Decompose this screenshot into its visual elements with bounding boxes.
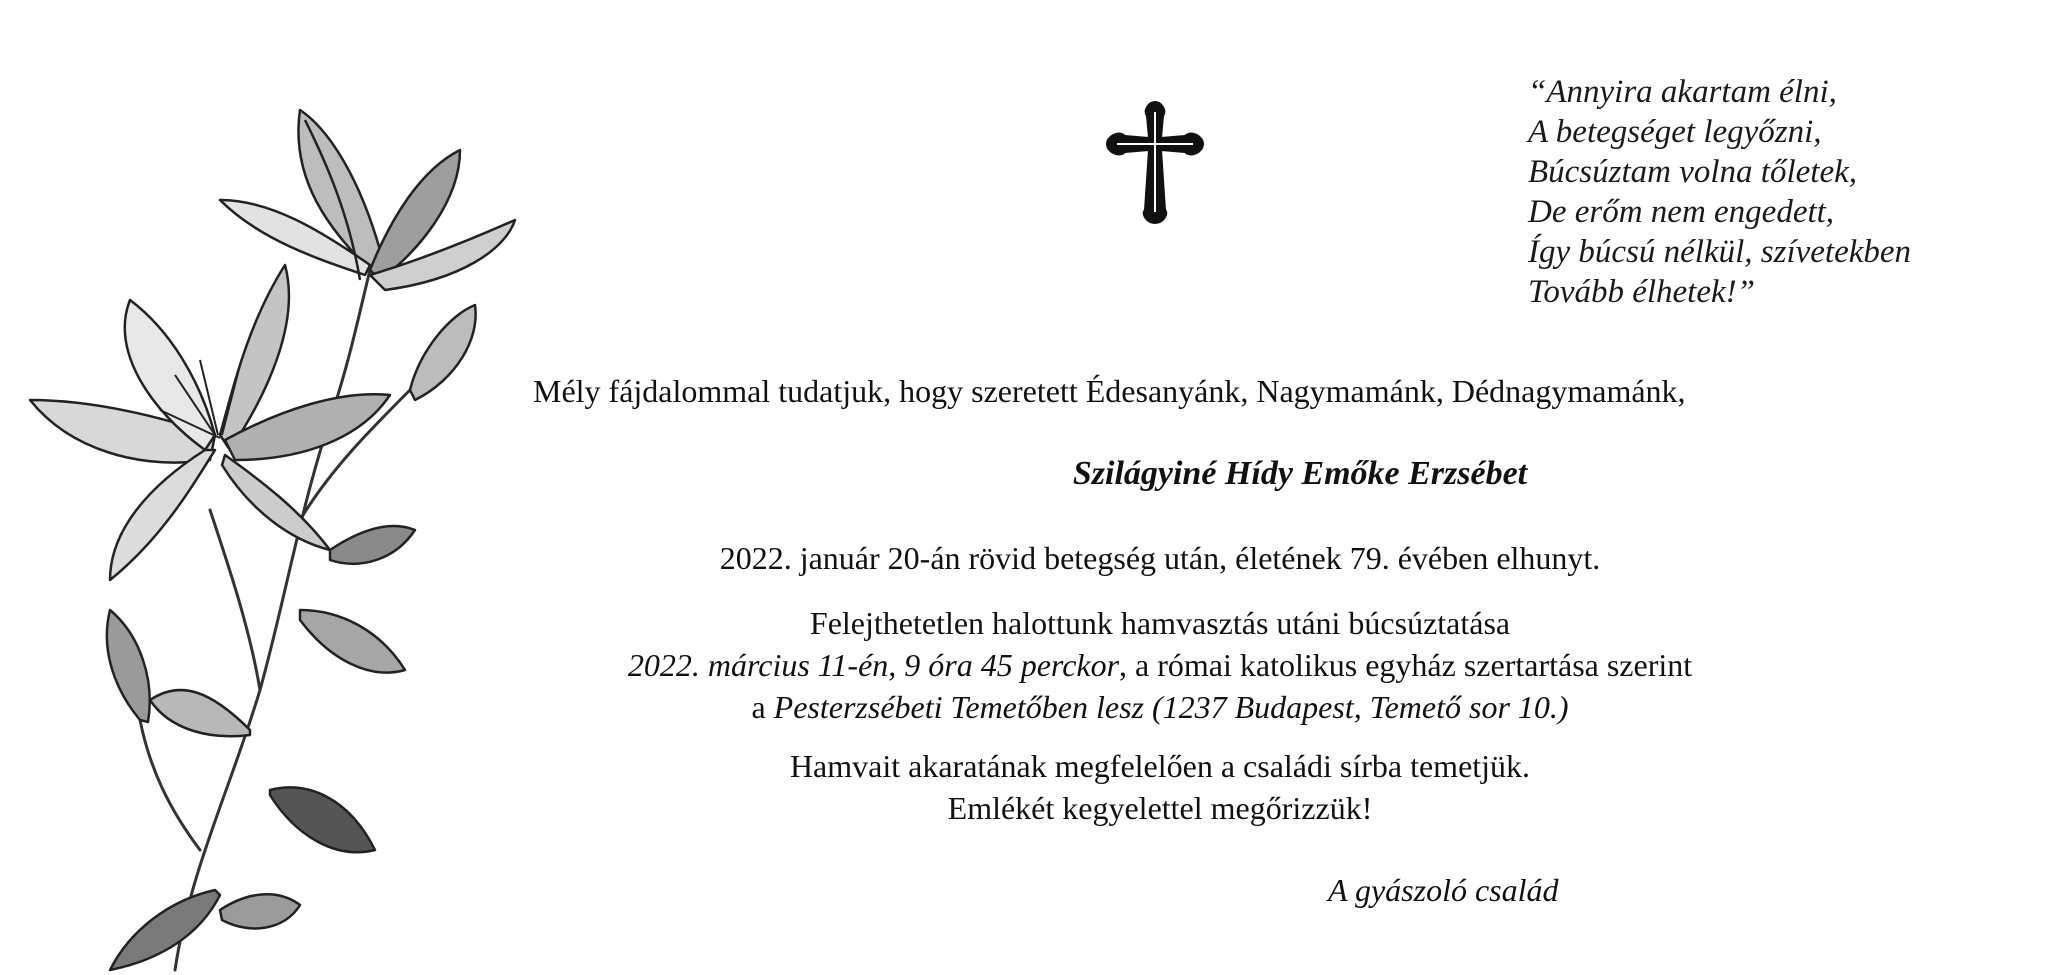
announcement-intro: Mély fájdalommal tudatjuk, hogy szeretett Édesanyánk, Nagymamánk, Dédnagymamánk, bbox=[533, 373, 1686, 409]
poem-line: Tovább élhetek!” bbox=[1528, 274, 1755, 310]
lily-stem bbox=[140, 720, 200, 850]
lily-stem bbox=[210, 510, 260, 690]
poem-line: De erőm nem engedett, bbox=[1528, 194, 1835, 230]
death-date-line: 2022. január 20-án rövid betegség után, életének 79. évében elhunyt. bbox=[719, 540, 1601, 576]
ceremony-location: Pesterzsébeti Temetőben lesz (1237 Budapest, Temető sor 10.) bbox=[773, 689, 1569, 725]
burial-line-2: Emlékét kegyelettel megőrizzük! bbox=[947, 790, 1373, 826]
ceremony-rite: , a római katolikus egyház szertartása szerint bbox=[1119, 647, 1693, 683]
ceremony-line-2 bbox=[560, 644, 1760, 686]
ceremony-datetime: 2022. március 11-én, 9 óra 45 perckor bbox=[627, 647, 1120, 683]
lily-bud-small bbox=[107, 610, 150, 722]
poem-line: Búcsúztam volna tőletek, bbox=[1528, 154, 1858, 190]
ceremony-line-1: Felejthetetlen halottunk hamvasztás utáni búcsúztatása bbox=[809, 605, 1511, 641]
burial-line-1: Hamvait akaratának megfelelően a családi sírba temetjük. bbox=[789, 748, 1531, 784]
family-signature: A gyászoló család bbox=[1328, 872, 1559, 908]
lily-bud bbox=[410, 305, 476, 400]
lily-illustration bbox=[0, 90, 540, 975]
lily-flower-lower bbox=[30, 265, 390, 580]
poem-line: A betegséget legyőzni, bbox=[1528, 114, 1822, 150]
cross-icon bbox=[1105, 100, 1205, 225]
ceremony-location-prefix: a bbox=[751, 689, 774, 725]
memorial-poem bbox=[1528, 72, 1911, 312]
deceased-name: Szilágyiné Hídy Emőke Erzsébet bbox=[1072, 455, 1528, 492]
lily-flower-upper bbox=[220, 110, 515, 290]
ceremony-details bbox=[560, 602, 1760, 728]
poem-line: Így búcsú nélkül, szívetekben bbox=[1528, 234, 1912, 270]
ceremony-line-3 bbox=[560, 686, 1760, 728]
lily-leaves bbox=[110, 526, 415, 970]
poem-line: “Annyira akartam élni, bbox=[1528, 74, 1837, 110]
burial-details bbox=[560, 745, 1760, 829]
